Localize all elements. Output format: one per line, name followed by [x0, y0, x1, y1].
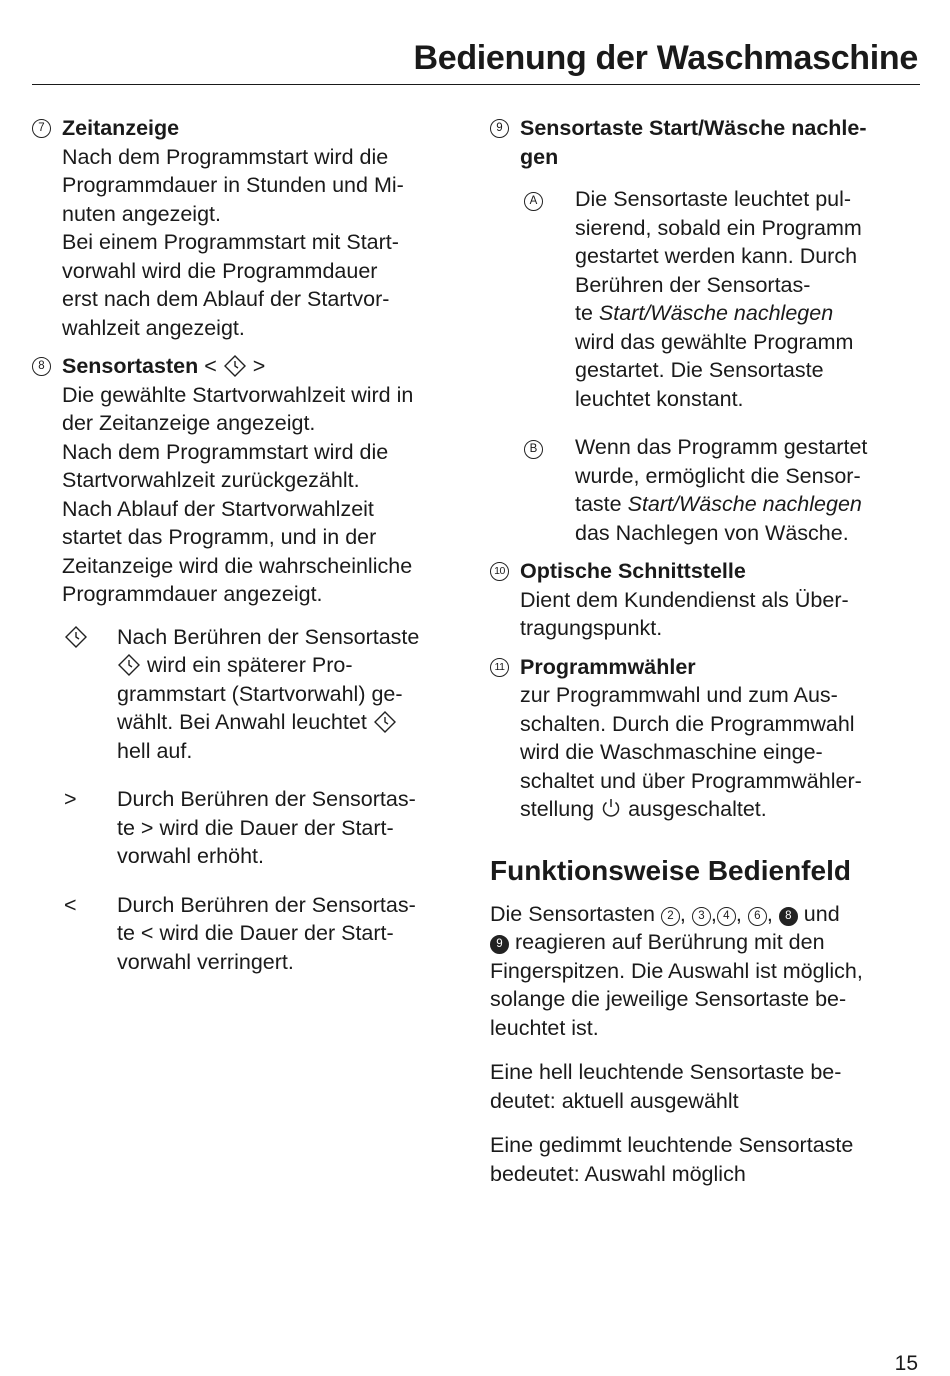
text-line: [490, 900, 920, 929]
text-line: sierend, sobald ein Programm: [575, 215, 862, 240]
text-line: Durch Berühren der Sensortas-: [117, 892, 416, 917]
item-title-text: Sensortasten: [62, 354, 199, 378]
item-title: Programmwähler: [520, 654, 696, 679]
text-line: gestartet. Die Sensortaste: [575, 358, 824, 382]
text-line: wahlzeit angezeigt.: [62, 315, 245, 340]
key-number-9: 9: [490, 935, 509, 954]
power-icon: [600, 797, 622, 819]
header-rule: [32, 84, 920, 85]
text-line: Startvorwahlzeit zurückgezählt.: [62, 468, 360, 492]
item-number-11: 11: [490, 658, 509, 677]
text-line: Wenn das Programm gestartet: [575, 435, 868, 459]
item-number-9: 9: [490, 119, 509, 138]
less-than-glyph: <: [64, 892, 77, 917]
sub-text: [117, 785, 462, 871]
text-line: [117, 708, 462, 737]
button-name-italic: Start/Wäsche nachlegen: [627, 492, 862, 516]
text-line: leuchtet konstant.: [575, 386, 744, 411]
text-line: leuchtet ist.: [490, 1015, 599, 1040]
text-line: startet das Programm, und in der: [62, 525, 377, 549]
sub-text: [575, 433, 920, 547]
sub-a: [490, 185, 920, 413]
item-number-8: 8: [32, 357, 51, 376]
text-line: Programmdauer in Stunden und Mi-: [62, 173, 404, 197]
text-line: Eine gedimmt leuchtende Sensortaste: [490, 1133, 854, 1157]
text-line: schalten. Durch die Programmwahl: [520, 711, 855, 736]
separator: ,: [735, 901, 742, 926]
text-line: zur Programmwahl und zum Aus-: [520, 683, 838, 707]
item-title: Optische Schnittstelle: [520, 559, 746, 583]
text-line: Fingerspitzen. Die Auswahl ist möglich,: [490, 958, 863, 983]
text-line: vorwahl wird die Programmdauer: [62, 258, 378, 283]
text-fragment: te: [575, 301, 593, 325]
text-line: bedeutet: Auswahl möglich: [490, 1161, 746, 1186]
item-title: [520, 114, 920, 171]
text-fragment: taste: [575, 492, 622, 516]
sub-text: [117, 623, 462, 766]
item-optische-schnittstelle: [490, 557, 920, 643]
sub-mark: [64, 623, 96, 652]
item-sensortasten: [32, 352, 462, 609]
left-column: [32, 114, 462, 976]
text-fragment: wählt. Bei Anwahl leuchtet: [117, 710, 367, 734]
text-line: Berühren der Sensortas-: [575, 272, 811, 297]
letter-b-badge: B: [524, 440, 543, 459]
text-fragment: ausgeschaltet.: [628, 797, 767, 821]
greater-than-glyph: >: [140, 815, 154, 840]
paragraph: [490, 1131, 920, 1188]
text-line: [117, 919, 462, 948]
text-fragment: stellung: [520, 797, 595, 821]
text-line: erst nach dem Ablauf der Startvor-: [62, 287, 390, 311]
text-line: schaltet und über Programmwähler-: [520, 768, 862, 793]
less-than-glyph: <: [204, 354, 217, 378]
text-line: Nach dem Programmstart wird die: [62, 439, 389, 464]
text-line: vorwahl verringert.: [117, 949, 294, 974]
paragraph: [490, 1058, 920, 1115]
text-line: Nach dem Programmstart wird die: [62, 144, 389, 169]
text-line: Eine hell leuchtende Sensortaste be-: [490, 1060, 842, 1084]
section-heading: Funktionsweise Bedienfeld: [490, 854, 851, 886]
sub-mark: [524, 433, 556, 462]
text-line: wird das gewählte Programm: [575, 329, 854, 354]
separator: ,: [766, 901, 773, 926]
text-line: [117, 651, 462, 680]
item-body: [62, 143, 462, 343]
text-fragment: wird die Dauer der Start-: [159, 921, 394, 945]
text-line: [575, 490, 920, 519]
text-fragment: Die Sensortasten: [490, 901, 655, 926]
item-programmwaehler: [490, 653, 920, 824]
text-line: das Nachlegen von Wäsche.: [575, 520, 849, 545]
text-line: nuten angezeigt.: [62, 201, 221, 226]
item-title: Zeitanzeige: [62, 116, 180, 140]
text-line: [490, 928, 920, 957]
item-number-10: 10: [490, 562, 509, 581]
text-line: Nach Ablauf der Startvorwahlzeit: [62, 496, 374, 521]
text-line: Dient dem Kundendienst als Über-: [520, 587, 849, 612]
text-fragment: reagieren auf Berührung mit den: [514, 930, 825, 954]
item-body: [520, 681, 920, 824]
text-line: hell auf.: [117, 738, 193, 763]
item-body: [520, 586, 920, 643]
key-number-4: 4: [717, 907, 736, 926]
sub-text: [117, 891, 462, 977]
text-line: gen: [520, 144, 559, 169]
timer-diamond-icon: [64, 625, 88, 649]
sub-text: [575, 185, 920, 413]
separator: ,: [710, 901, 717, 926]
text-line: gestartet werden kann. Durch: [575, 244, 858, 268]
key-number-3: 3: [692, 907, 711, 926]
text-line: Zeitanzeige wird die wahrscheinliche: [62, 553, 413, 578]
timer-diamond-icon: [117, 653, 141, 677]
text-line: [575, 299, 920, 328]
text-fragment: te: [117, 815, 135, 840]
page-title: Bedienung der Waschmaschine: [413, 39, 918, 77]
text-line: tragungspunkt.: [520, 616, 663, 640]
text-fragment: te: [117, 921, 135, 945]
letter-a-badge: A: [524, 192, 543, 211]
timer-diamond-icon: [373, 710, 397, 734]
text-line: grammstart (Startvorwahl) ge-: [117, 681, 403, 706]
page-number: 15: [894, 1352, 918, 1375]
timer-diamond-icon: [223, 354, 247, 378]
item-start-waesche: [490, 114, 920, 171]
text-line: wird die Waschmaschine einge-: [520, 740, 823, 764]
text-fragment: wird ein späterer Pro-: [146, 653, 353, 677]
greater-than-glyph: >: [64, 787, 77, 811]
text-line: deutet: aktuell ausgewählt: [490, 1088, 739, 1113]
text-line: Die gewählte Startvorwahlzeit wird in: [62, 382, 414, 407]
right-column: [490, 114, 920, 1204]
text-line: [520, 795, 920, 824]
text-fragment: wird die Dauer der Start-: [159, 815, 394, 840]
item-number-7: 7: [32, 119, 51, 138]
text-line: Durch Berühren der Sensortas-: [117, 787, 416, 811]
sub-timer: [32, 623, 462, 766]
key-number-2: 2: [661, 907, 680, 926]
sub-mark: [524, 185, 556, 214]
text-line: der Zeitanzeige angezeigt.: [62, 411, 316, 435]
key-number-8: 8: [779, 907, 798, 926]
greater-than-glyph: >: [252, 354, 266, 378]
sub-less: [32, 891, 462, 977]
text-line: [117, 814, 462, 843]
separator: ,: [679, 901, 686, 926]
less-than-glyph: <: [140, 921, 154, 945]
sub-b: [490, 433, 920, 547]
text-line: vorwahl erhöht.: [117, 844, 264, 868]
text-line: Sensortaste Start/Wäsche nachle-: [520, 116, 867, 140]
text-line: Nach Berühren der Sensortaste: [117, 624, 420, 649]
text-line: Programmdauer angezeigt.: [62, 582, 323, 606]
text-line: Bei einem Programmstart mit Start-: [62, 230, 399, 254]
text-line: wurde, ermöglicht die Sensor-: [575, 463, 861, 488]
item-title: [62, 352, 462, 381]
button-name-italic: Start/Wäsche nachlegen: [598, 301, 834, 325]
text-line: Die Sensortaste leuchtet pul-: [575, 187, 852, 211]
paragraph: [490, 900, 920, 1043]
text-line: solange die jeweilige Sensortaste be-: [490, 987, 847, 1011]
key-number-6: 6: [748, 907, 767, 926]
item-zeitanzeige: [32, 114, 462, 342]
item-body: [62, 381, 462, 609]
text-fragment: und: [803, 901, 840, 926]
sub-greater: [32, 785, 462, 871]
